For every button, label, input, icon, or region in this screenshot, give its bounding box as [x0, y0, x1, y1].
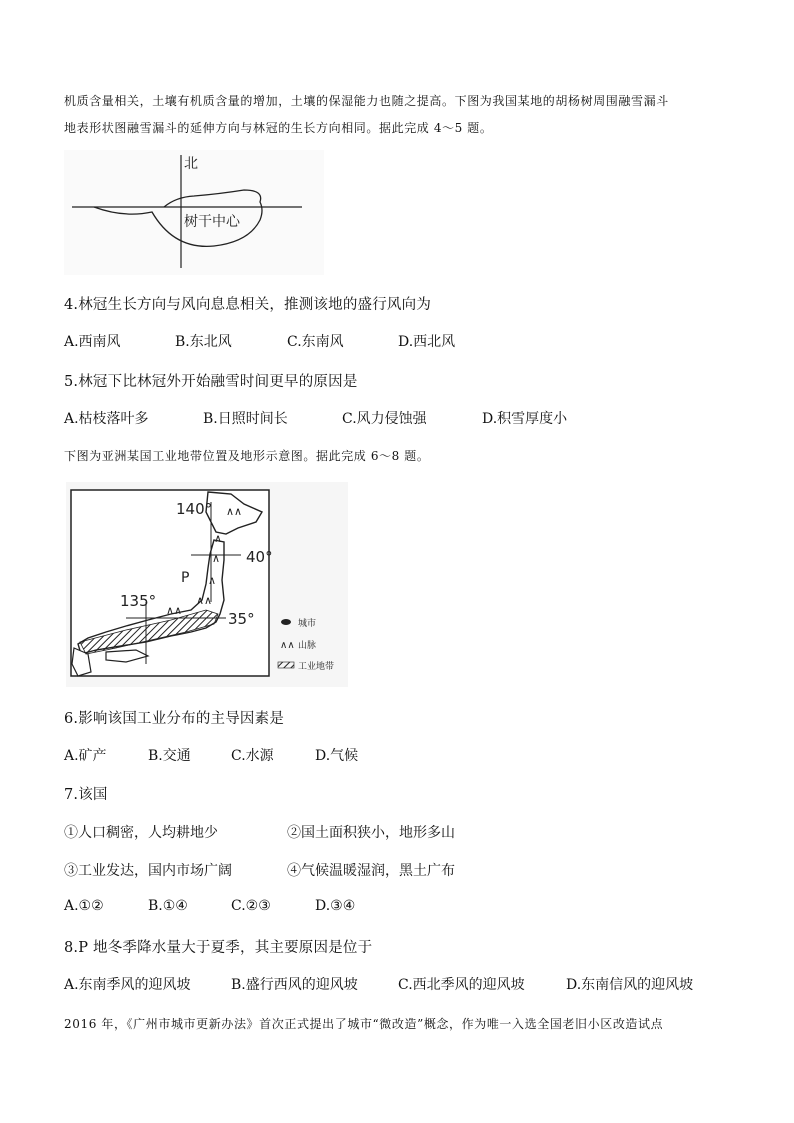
q5-option-b[interactable]: B.日照时间长: [203, 411, 288, 427]
svg-text:∧: ∧: [214, 532, 223, 545]
q8-option-b[interactable]: B.盛行西风的迎风坡: [231, 977, 358, 993]
north-label: 北: [184, 156, 198, 172]
svg-text:∧∧: ∧∧: [226, 505, 243, 518]
q7-option-d[interactable]: D.③④: [315, 898, 356, 914]
q7-statement-4: ④气候温暖湿润，黑土广布: [287, 863, 455, 879]
q6-option-b[interactable]: B.交通: [148, 748, 191, 764]
passage-line: 2016 年，《广州市城市更新办法》首次正式提出了城市“微改造”概念，作为唯一入选全国老旧小区改造试点: [64, 1017, 664, 1031]
lon-140-label: 140°: [176, 500, 213, 518]
lat-35-label: 35°: [228, 610, 255, 628]
legend-industrial-belt: 工业地带: [298, 662, 335, 672]
question-7-stem: 7.该国: [64, 787, 108, 803]
q7-option-c[interactable]: C.②③: [231, 898, 271, 914]
q5-option-c[interactable]: C.风力侵蚀强: [342, 411, 427, 427]
svg-text:∧∧: ∧∧: [166, 604, 183, 617]
q6-option-d[interactable]: D.气候: [315, 748, 359, 764]
lon-135-label: 135°: [120, 592, 157, 610]
legend-city: 城市: [298, 619, 317, 629]
passage-line: 机质含量相关，土壤有机质含量的增加，土壤的保湿能力也随之提高。下图为我国某地的胡杨树周围融雪漏斗: [64, 94, 669, 108]
q4-option-b[interactable]: B.东北风: [175, 334, 232, 350]
q7-option-b[interactable]: B.①④: [148, 898, 188, 914]
snowmelt-funnel-figure: [64, 150, 324, 275]
q7-statement-1: ①人口稠密，人均耕地少: [64, 825, 218, 841]
passage-line: 地表形状图融雪漏斗的延伸方向与林冠的生长方向相同。据此完成 4～5 题。: [64, 121, 493, 135]
trunk-center-label: 树干中心: [184, 214, 240, 230]
svg-text:∧: ∧: [212, 552, 221, 565]
q5-option-d[interactable]: D.积雪厚度小: [482, 411, 568, 427]
industrial-belt-map: [66, 482, 348, 687]
q4-option-c[interactable]: C.东南风: [287, 334, 344, 350]
svg-text:∧∧: ∧∧: [196, 594, 213, 607]
q6-option-a[interactable]: A.矿产: [64, 748, 107, 764]
lat-40-label: 40°: [246, 548, 273, 566]
q7-statement-3: ③工业发达，国内市场广阔: [64, 863, 232, 879]
question-5-stem: 5.林冠下比林冠外开始融雪时间更早的原因是: [64, 374, 358, 390]
question-8-stem: 8.P 地冬季降水量大于夏季，其主要原因是位于: [64, 940, 373, 956]
legend-mountain: 山脉: [298, 641, 317, 651]
svg-text:∧: ∧: [208, 574, 217, 587]
q4-option-d[interactable]: D.西北风: [398, 334, 456, 350]
q4-option-a[interactable]: A.西南风: [64, 334, 121, 350]
q8-option-d[interactable]: D.东南信风的迎风坡: [566, 977, 694, 993]
q6-option-c[interactable]: C.水源: [231, 748, 274, 764]
question-4-stem: 4.林冠生长方向与风向息息相关，推测该地的盛行风向为: [64, 297, 432, 313]
question-6-stem: 6.影响该国工业分布的主导因素是: [64, 711, 285, 727]
point-p-label: P: [181, 570, 190, 586]
q5-option-a[interactable]: A.枯枝落叶多: [64, 411, 149, 427]
q8-option-c[interactable]: C.西北季风的迎风坡: [398, 977, 525, 993]
q8-option-a[interactable]: A.东南季风的迎风坡: [64, 977, 191, 993]
passage-line: 下图为亚洲某国工业地带位置及地形示意图。据此完成 6～8 题。: [64, 449, 430, 463]
svg-text:∧∧: ∧∧: [280, 640, 295, 651]
q7-statement-2: ②国土面积狭小，地形多山: [287, 825, 455, 841]
q7-option-a[interactable]: A.①②: [64, 898, 104, 914]
